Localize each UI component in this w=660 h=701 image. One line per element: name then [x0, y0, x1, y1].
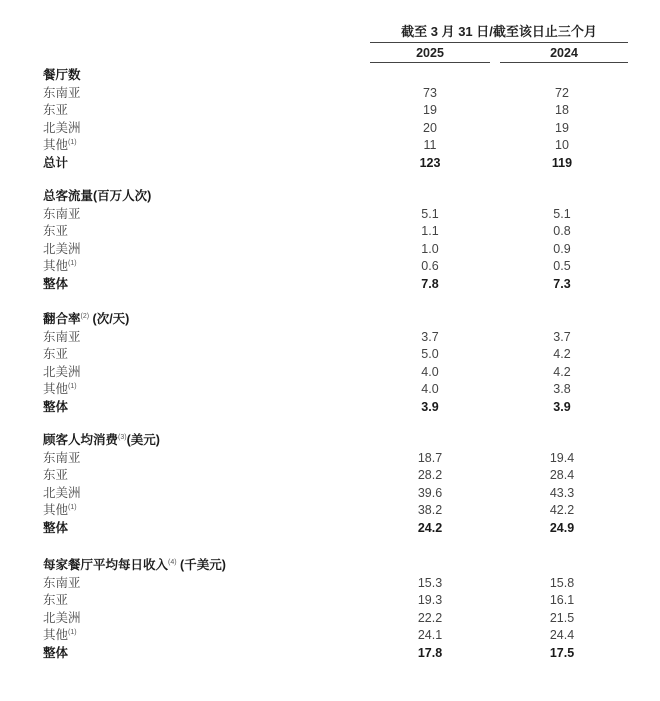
- value-2024: 28.4: [549, 468, 575, 482]
- value-2024: 43.3: [549, 485, 575, 500]
- value-2025: 19.3: [417, 593, 443, 607]
- value-2025: 4.0: [421, 364, 439, 379]
- total-row: [0, 645, 660, 663]
- footnote-marker: (1): [68, 260, 77, 267]
- row-label-text: 东亚: [43, 103, 69, 117]
- row-label: [43, 485, 81, 503]
- value-2024: 15.8: [549, 575, 575, 590]
- section-title-text: 餐厅数: [43, 68, 81, 82]
- value-2025: 28.2: [417, 468, 443, 482]
- row-label: [43, 102, 68, 120]
- total-2025: 3.9: [421, 399, 439, 414]
- row-label-text: 东南亚: [43, 85, 81, 100]
- value-2025: 1.1: [421, 224, 439, 238]
- footnote-marker: (1): [68, 139, 77, 146]
- total-2024: 24.9: [549, 520, 575, 535]
- year-2025-underline: [370, 62, 490, 63]
- footnote-marker: (1): [68, 629, 77, 636]
- section-title-row: [0, 557, 660, 575]
- table-row: [0, 575, 660, 593]
- value-2025: 1.0: [421, 241, 439, 256]
- table-row: [0, 120, 660, 138]
- table-row: [0, 610, 660, 628]
- total-2025: 123: [419, 155, 441, 170]
- section-title-text: 顾客人均消费: [43, 433, 119, 447]
- row-label: [43, 329, 81, 347]
- total-2024: 119: [551, 155, 573, 170]
- row-label: [43, 381, 77, 399]
- value-2024: 24.4: [549, 628, 575, 642]
- total-row: [0, 520, 660, 538]
- row-label-text: 东南亚: [43, 450, 81, 465]
- value-2025: 19: [423, 103, 437, 117]
- section-title-text: 翻合率: [43, 312, 81, 326]
- table-row: [0, 467, 660, 485]
- section-title-row: [0, 311, 660, 329]
- section-title-row: [0, 432, 660, 450]
- value-2025: 73: [423, 85, 437, 100]
- value-2025: 3.7: [421, 329, 439, 344]
- section-restaurant-count: [0, 67, 660, 172]
- value-2024: 42.2: [549, 503, 575, 517]
- total-label: 总计: [43, 155, 69, 170]
- table-row: [0, 223, 660, 241]
- total-2025: 24.2: [417, 520, 443, 535]
- value-2024: 5.1: [553, 206, 571, 221]
- row-label: [43, 450, 81, 468]
- total-label: 整体: [43, 276, 69, 291]
- row-label-text: 其他: [43, 628, 69, 642]
- section-title: [43, 311, 129, 329]
- section-table-turnover: [0, 311, 660, 416]
- row-label-text: 东亚: [43, 224, 69, 238]
- value-2024: 21.5: [549, 610, 575, 625]
- section-title-unit: (美元): [126, 433, 160, 447]
- section-title: [43, 67, 81, 85]
- header-underline: [370, 42, 628, 43]
- value-2024: 0.8: [553, 224, 571, 238]
- row-label: [43, 206, 81, 224]
- row-label: [43, 120, 81, 138]
- total-label: 整体: [43, 399, 69, 414]
- value-2025: 38.2: [417, 503, 443, 517]
- table-row: [0, 206, 660, 224]
- total-label: 整体: [43, 645, 69, 660]
- section-title-row: [0, 67, 660, 85]
- value-2025: 18.7: [417, 450, 443, 465]
- row-label: [43, 467, 68, 485]
- footnote-marker: (1): [68, 504, 77, 511]
- table-row: [0, 627, 660, 645]
- row-label-text: 东亚: [43, 468, 69, 482]
- section-title-text: 总客流量(百万人次): [43, 189, 152, 203]
- row-label: [43, 502, 77, 520]
- table-row: [0, 137, 660, 155]
- table-row: [0, 329, 660, 347]
- footnote-marker: (1): [68, 383, 77, 390]
- row-label-text: 其他: [43, 382, 69, 396]
- value-2024: 0.9: [553, 241, 571, 256]
- value-2025: 5.1: [421, 206, 439, 221]
- table-row: [0, 241, 660, 259]
- value-2024: 19.4: [549, 450, 575, 465]
- total-2024: 3.9: [553, 399, 571, 414]
- value-2024: 18: [555, 103, 569, 117]
- value-2025: 0.6: [421, 259, 439, 273]
- row-label-text: 东南亚: [43, 206, 81, 221]
- table-row: [0, 381, 660, 399]
- value-2025: 11: [423, 138, 437, 152]
- section-title: [43, 557, 226, 575]
- row-label: [43, 364, 81, 382]
- section-title-unit: (次/天): [89, 312, 130, 326]
- row-label: [43, 241, 81, 259]
- row-label: [43, 346, 68, 364]
- footnote-marker: (4): [168, 559, 177, 566]
- value-2025: 24.1: [417, 628, 443, 642]
- total-row: [0, 399, 660, 417]
- total-2024: 7.3: [553, 276, 571, 291]
- row-label: [43, 610, 81, 628]
- row-label: [43, 137, 77, 155]
- row-label: [43, 258, 77, 276]
- row-label-text: 其他: [43, 503, 69, 517]
- row-label: [43, 627, 77, 645]
- table-row: [0, 258, 660, 276]
- table-row: [0, 346, 660, 364]
- section-daily-revenue: [0, 557, 660, 662]
- value-2025: 20: [423, 120, 437, 135]
- row-label-text: 其他: [43, 259, 69, 273]
- row-label: [43, 575, 81, 593]
- row-label-text: 东南亚: [43, 575, 81, 590]
- value-2024: 10: [555, 138, 569, 152]
- footnote-marker: (2): [80, 313, 90, 320]
- year-2025-heading: 2025: [416, 46, 444, 60]
- table-row: [0, 85, 660, 103]
- year-2024-heading: 2024: [550, 46, 578, 60]
- value-2024: 4.2: [553, 347, 571, 361]
- row-label-text: 北美洲: [43, 364, 81, 379]
- section-title: [43, 432, 160, 450]
- table-row: [0, 364, 660, 382]
- table-row: [0, 502, 660, 520]
- row-label-text: 东南亚: [43, 329, 81, 344]
- section-guest-traffic: [0, 188, 660, 293]
- value-2025: 22.2: [417, 610, 443, 625]
- period-title: 截至 3 月 31 日/截至该日止三个月: [401, 24, 597, 39]
- table-row: [0, 592, 660, 610]
- total-row: [0, 276, 660, 294]
- value-2024: 16.1: [549, 593, 575, 607]
- table-row: [0, 485, 660, 503]
- table-row: [0, 450, 660, 468]
- table-row: [0, 102, 660, 120]
- value-2024: 3.7: [553, 329, 571, 344]
- row-label-text: 北美洲: [43, 610, 81, 625]
- row-label: [43, 85, 81, 103]
- row-label-text: 北美洲: [43, 120, 81, 135]
- row-label: [43, 223, 68, 241]
- value-2024: 19: [555, 120, 569, 135]
- row-label-text: 北美洲: [43, 241, 81, 256]
- value-2024: 0.5: [553, 259, 571, 273]
- section-spend-per-guest: [0, 432, 660, 537]
- section-title-row: [0, 188, 660, 206]
- year-2024-underline: [500, 62, 628, 63]
- total-2024: 17.5: [549, 645, 575, 660]
- row-label: [43, 592, 68, 610]
- row-label-text: 北美洲: [43, 485, 81, 500]
- total-row: [0, 155, 660, 173]
- value-2025: 39.6: [417, 485, 443, 500]
- row-label-text: 其他: [43, 138, 69, 152]
- footnote-marker: (3): [118, 434, 127, 441]
- value-2024: 3.8: [553, 382, 571, 396]
- value-2025: 15.3: [417, 575, 443, 590]
- value-2024: 4.2: [553, 364, 571, 379]
- row-label-text: 东亚: [43, 347, 69, 361]
- section-title: [43, 188, 151, 206]
- section-title-text: 每家餐厅平均每日收入: [43, 558, 169, 572]
- value-2025: 5.0: [421, 347, 439, 361]
- value-2024: 72: [555, 85, 569, 100]
- total-2025: 7.8: [421, 276, 439, 291]
- section-title-unit: (千美元): [176, 558, 226, 572]
- total-label: 整体: [43, 520, 69, 535]
- total-2025: 17.8: [417, 645, 443, 660]
- value-2025: 4.0: [421, 382, 439, 396]
- row-label-text: 东亚: [43, 593, 69, 607]
